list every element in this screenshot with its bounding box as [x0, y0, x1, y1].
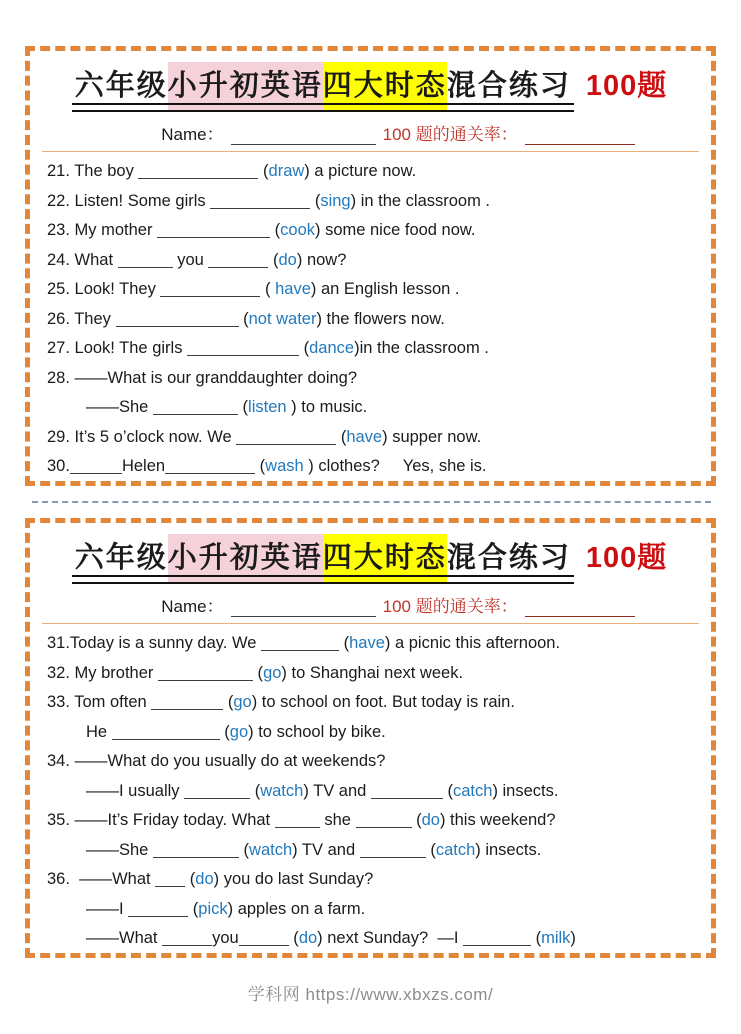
answer-blank[interactable]: [360, 844, 426, 858]
verb-hint: go: [263, 663, 282, 682]
verb-hint: do: [278, 250, 297, 269]
question-list: [42, 629, 699, 954]
question-text: ——I usually: [86, 781, 185, 800]
name-row: [97, 120, 699, 145]
verb-hint: have: [349, 634, 385, 652]
worksheet-title: [42, 535, 699, 576]
verb-hint: milk: [541, 929, 571, 947]
verb-hint: wash: [265, 457, 304, 475]
question-text: (: [237, 398, 249, 416]
answer-blank[interactable]: [371, 785, 443, 799]
verb-hint: catch: [453, 781, 493, 800]
question-text: ) this weekend?: [439, 811, 556, 829]
question-line: [47, 157, 699, 187]
answer-blank[interactable]: [157, 224, 270, 238]
question-text: you: [212, 929, 239, 947]
name-label: Name：: [161, 597, 224, 616]
question-text: 28. ——What is our granddaughter doing?: [47, 368, 358, 387]
question-text: (: [238, 840, 250, 859]
title-grade-text: 六年级: [74, 542, 168, 574]
answer-blank[interactable]: [118, 254, 173, 268]
verb-hint: have: [275, 280, 311, 298]
question-text: ) in the classroom .: [350, 191, 491, 210]
title-yellow-highlight: 四大时态: [323, 62, 447, 110]
title-suffix-text: 混合练习: [446, 542, 571, 574]
answer-blank[interactable]: [116, 313, 239, 327]
question-text: ) insects.: [475, 840, 542, 859]
question-text: (: [425, 840, 436, 859]
question-text: (: [185, 870, 196, 888]
question-line: [47, 718, 699, 748]
question-text: (: [188, 899, 199, 918]
verb-hint: do: [421, 811, 440, 829]
header-divider-line: [42, 151, 699, 152]
name-row: [97, 592, 699, 617]
question-line: [47, 305, 699, 335]
answer-blank[interactable]: [208, 254, 268, 268]
question-text: ) insects.: [492, 781, 559, 800]
name-label: Name：: [161, 125, 224, 144]
question-text: ) to Shanghai next week.: [281, 663, 464, 682]
title-pink-highlight: 小升初英语: [168, 62, 323, 110]
verb-hint: have: [346, 427, 383, 446]
question-text: 35. ——It’s Friday today. What: [47, 811, 275, 829]
title-yellow-highlight: 四大时态: [323, 534, 447, 582]
answer-blank[interactable]: [158, 667, 253, 681]
verb-hint: do: [195, 870, 214, 888]
question-text: (: [255, 457, 266, 475]
question-text: (: [219, 722, 230, 741]
verb-hint: cook: [280, 221, 315, 239]
question-text: 31.Today is a sunny day. We: [47, 634, 262, 652]
question-line: [47, 334, 699, 364]
question-text: (: [299, 339, 310, 357]
answer-blank[interactable]: [275, 814, 320, 828]
title-grade-text: 六年级: [74, 70, 168, 102]
verb-hint: catch: [435, 840, 476, 859]
verb-hint: do: [298, 929, 318, 947]
answer-blank[interactable]: [184, 785, 250, 799]
question-line: [47, 836, 699, 866]
question-text: 27. Look! The girls: [47, 339, 188, 357]
question-text: 25. Look! They: [47, 280, 161, 298]
title-pink-highlight: 小升初英语: [168, 534, 323, 582]
question-text: (: [260, 280, 276, 298]
question-line: [47, 865, 699, 895]
question-text: Helen: [121, 457, 166, 475]
question-text: (: [268, 250, 279, 269]
question-text: ) an English lesson .: [310, 280, 460, 298]
question-text: ) supper now.: [382, 427, 482, 446]
question-text: ) TV and: [292, 840, 360, 859]
question-line: [47, 246, 699, 276]
verb-hint: sing: [320, 191, 351, 210]
question-text: 30.: [47, 457, 70, 475]
answer-blank[interactable]: [155, 873, 185, 887]
question-text: (: [339, 634, 350, 652]
worksheet-title: [42, 63, 699, 104]
question-text: 34. ——What do you usually do at weekends?: [47, 752, 386, 770]
answer-blank[interactable]: [239, 932, 289, 946]
pass-rate-label: 100 题的通关率：: [382, 597, 518, 616]
question-text: (: [310, 191, 321, 210]
question-line: [47, 187, 699, 217]
question-text: ——She: [86, 398, 153, 416]
question-text: ) clothes? Yes, she is.: [303, 457, 487, 475]
verb-hint: draw: [268, 162, 305, 180]
question-text: ) apples on a farm.: [227, 899, 366, 918]
answer-blank[interactable]: [128, 903, 188, 917]
question-text: (: [411, 811, 422, 829]
worksheet-panel-2: [25, 518, 716, 958]
worksheet-title-main: [74, 63, 572, 104]
answer-blank[interactable]: [70, 460, 122, 474]
question-text: (: [238, 309, 249, 328]
verb-hint: watch: [249, 840, 293, 859]
question-text: 32. My brother: [47, 663, 158, 682]
question-text: ) now?: [296, 250, 347, 269]
question-text: (: [223, 693, 234, 711]
name-blank[interactable]: [231, 131, 376, 145]
question-text: (: [336, 427, 347, 446]
question-text: )in the classroom .: [354, 339, 489, 357]
question-text: ) next Sunday? —I: [317, 929, 463, 947]
site-watermark: 学科网 https://www.xbxzs.com/: [247, 985, 494, 1004]
answer-blank[interactable]: [187, 342, 299, 356]
question-text: ) to school by bike.: [248, 722, 386, 741]
question-text: (: [270, 221, 281, 239]
question-text: ) the flowers now.: [316, 309, 445, 328]
answer-blank[interactable]: [160, 283, 260, 297]
question-text: ) TV and: [303, 781, 371, 800]
answer-blank[interactable]: [356, 814, 412, 828]
answer-blank[interactable]: [151, 696, 223, 710]
answer-blank[interactable]: [165, 460, 255, 474]
worksheet-title-main: [74, 535, 572, 576]
question-text: (: [288, 929, 299, 947]
verb-hint: not water: [248, 309, 317, 328]
answer-blank[interactable]: [210, 195, 310, 209]
question-text: 24. What: [47, 250, 118, 269]
question-text: ) a picnic this afternoon.: [384, 634, 561, 652]
question-text: 36. ——What: [47, 870, 156, 888]
question-line: [47, 364, 699, 394]
question-text: she: [319, 811, 356, 829]
question-line: [47, 452, 699, 482]
question-line: [47, 393, 699, 423]
name-blank[interactable]: [231, 603, 376, 617]
question-line: [47, 924, 699, 954]
question-text: 26. They: [47, 309, 116, 328]
question-line: [47, 629, 699, 659]
question-line: [47, 275, 699, 305]
question-text: 23. My mother: [47, 221, 158, 239]
pass-rate-blank[interactable]: [525, 603, 635, 617]
title-suffix-text: 混合练习: [446, 70, 571, 102]
question-text: 22. Listen! Some girls: [47, 191, 211, 210]
question-text: ): [570, 929, 576, 947]
question-text: ) to music.: [286, 398, 368, 416]
question-line: [47, 777, 699, 807]
answer-blank[interactable]: [162, 932, 212, 946]
question-text: ——She: [86, 840, 153, 859]
question-text: ) you do last Sunday?: [213, 870, 374, 888]
question-list: [42, 157, 699, 482]
question-text: ) some nice food now.: [315, 221, 476, 239]
pass-rate-blank[interactable]: [525, 131, 635, 145]
pass-rate-label: 100 题的通关率：: [382, 125, 518, 144]
question-line: [47, 423, 699, 453]
question-line: [47, 895, 699, 925]
question-text: (: [258, 162, 269, 180]
answer-blank[interactable]: [153, 844, 239, 858]
question-line: [47, 659, 699, 689]
question-text: 21. The boy: [47, 162, 139, 180]
question-text: ——What: [86, 929, 163, 947]
verb-hint: go: [233, 693, 252, 711]
question-text: (: [531, 929, 542, 947]
answer-blank[interactable]: [138, 165, 258, 179]
question-text: ) to school on foot. But today is rain.: [251, 693, 515, 711]
verb-hint: listen: [248, 398, 287, 416]
answer-blank[interactable]: [463, 932, 531, 946]
question-text: ——I: [86, 899, 129, 918]
answer-blank[interactable]: [112, 726, 220, 740]
question-text: ) a picture now.: [304, 162, 417, 180]
question-text: 29. It’s 5 o’clock now. We: [47, 427, 237, 446]
header-divider-line: [42, 623, 699, 624]
title-question-count: 100题: [585, 70, 668, 102]
question-text: (: [252, 663, 264, 682]
verb-hint: watch: [260, 781, 304, 800]
question-text: (: [250, 781, 261, 800]
cut-divider-line: [32, 501, 711, 503]
question-line: [47, 688, 699, 718]
answer-blank[interactable]: [153, 401, 238, 415]
title-question-count: 100题: [585, 542, 668, 574]
question-line: [47, 216, 699, 246]
answer-blank[interactable]: [236, 431, 336, 445]
question-text: (: [442, 781, 453, 800]
worksheet-panel-1: [25, 46, 716, 486]
question-line: [47, 806, 699, 836]
question-line: [47, 747, 699, 777]
verb-hint: go: [229, 722, 249, 741]
verb-hint: dance: [309, 339, 355, 357]
verb-hint: pick: [198, 899, 228, 918]
question-text: 33. Tom often: [47, 693, 152, 711]
answer-blank[interactable]: [261, 637, 339, 651]
question-text: you: [172, 250, 209, 269]
question-text: He: [86, 722, 112, 741]
